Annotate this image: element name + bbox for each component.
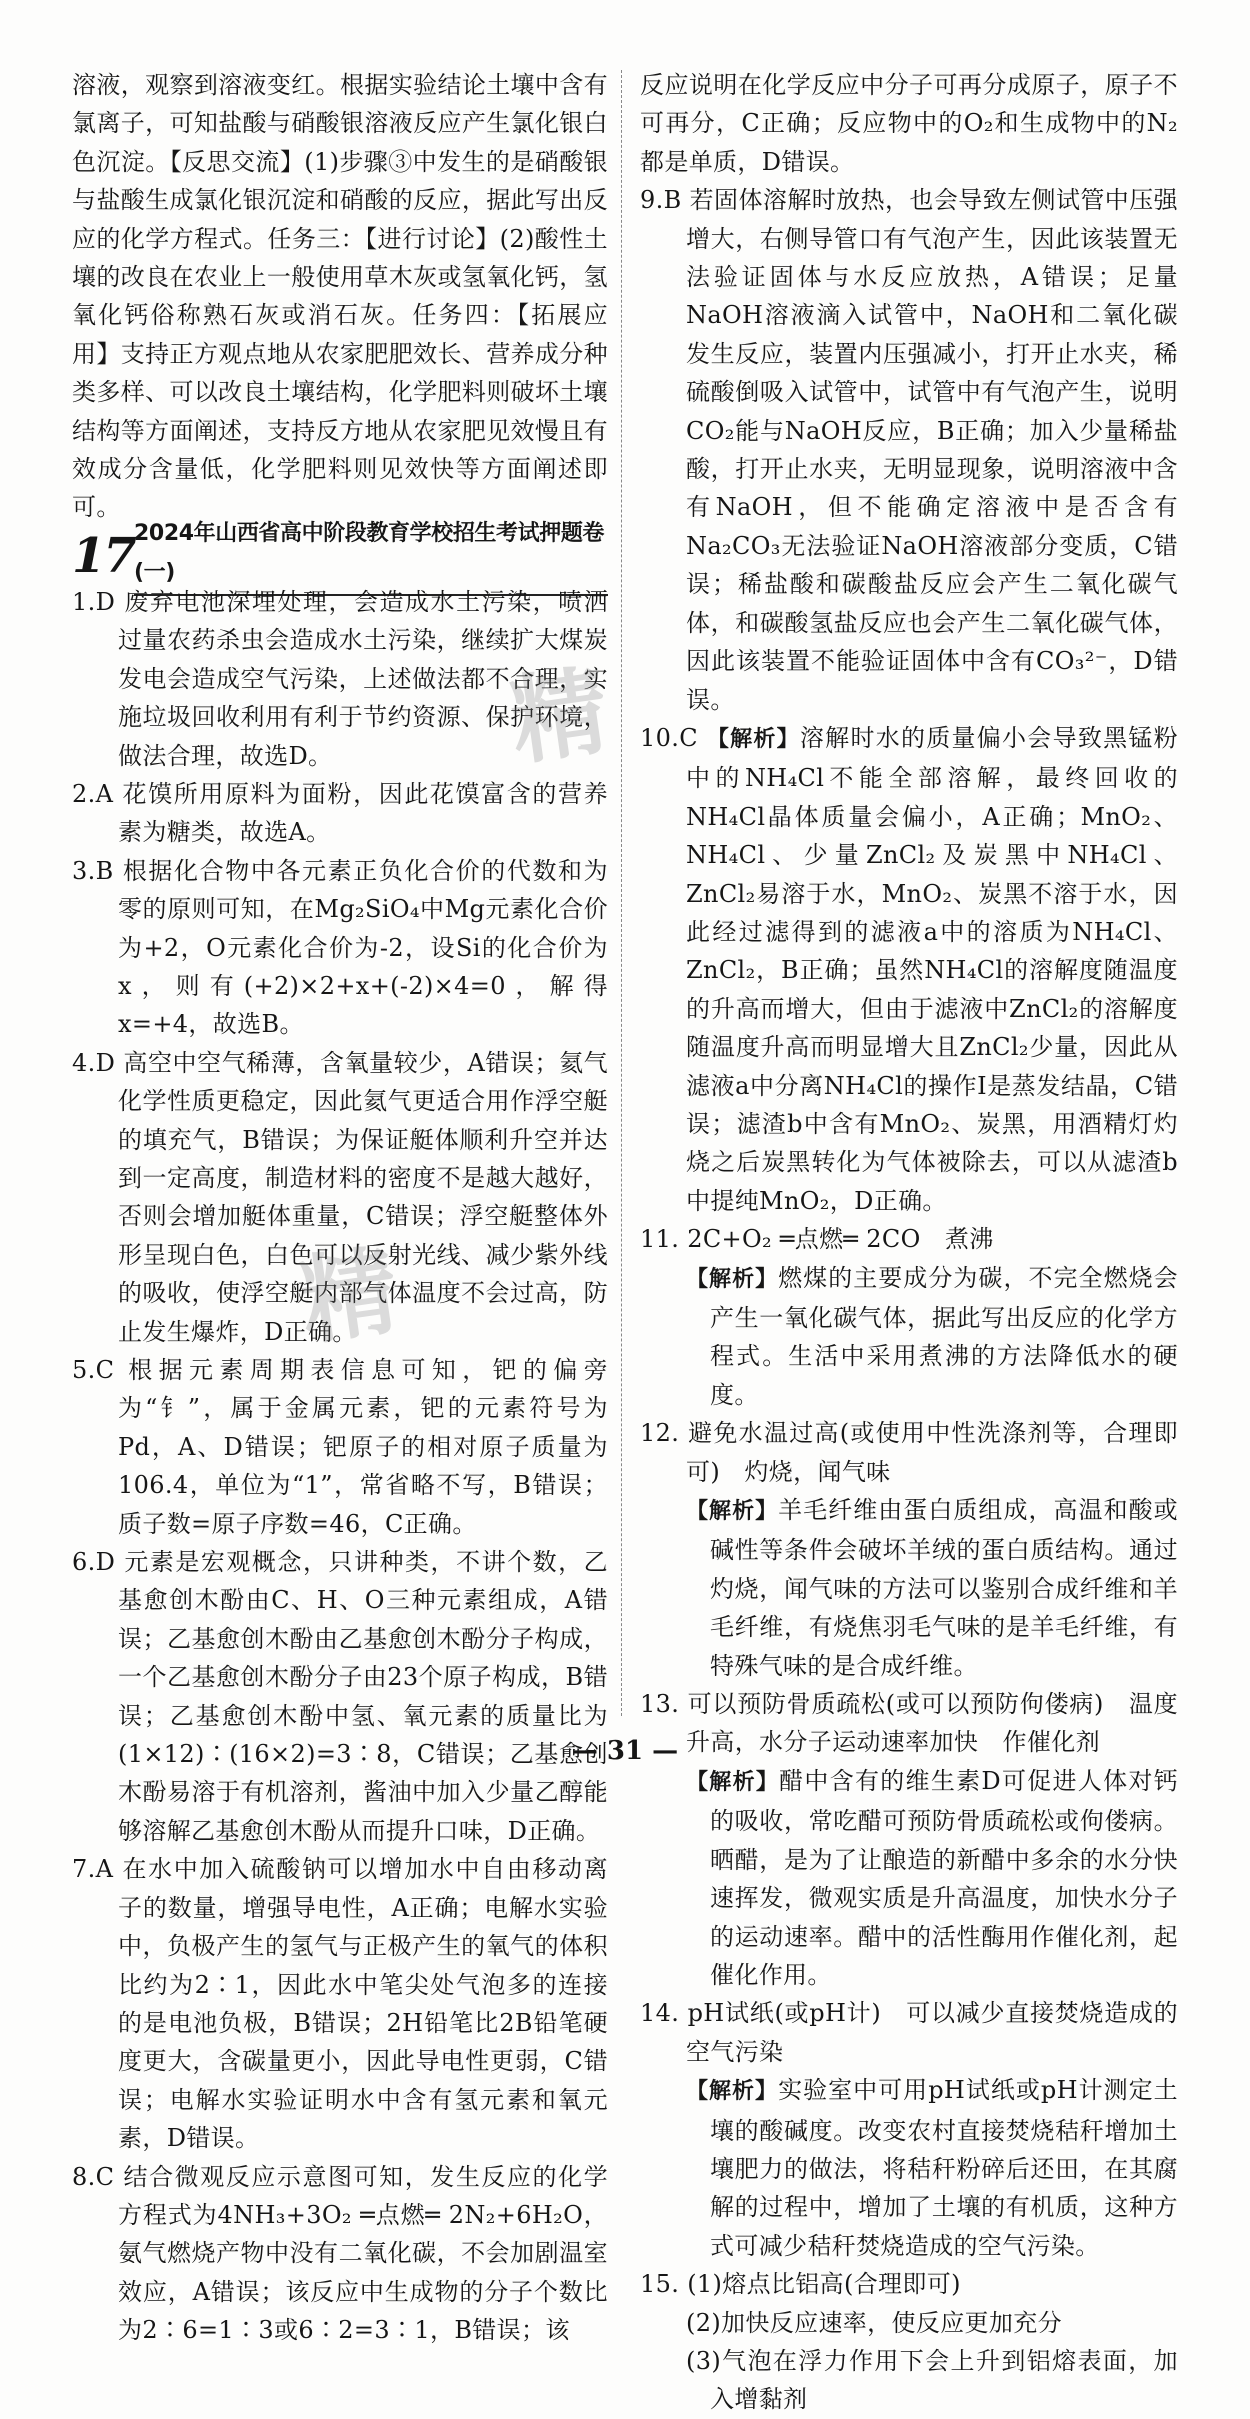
answer-item <box>640 719 1178 1220</box>
answer-text: 溶解时水的质量偏小会导致黑锰粉中的NH₄Cl不能全部溶解，最终回收的NH₄Cl晶体质量会偏小，A正确；MnO₂、NH₄Cl、少量ZnCl₂及炭黑中NH₄Cl、ZnCl₂易溶于水，MnO₂、炭黑不溶于水，因此经过滤得到的滤液a中的溶质为NH₄Cl、ZnCl₂，B正确；虽然NH₄Cl的溶解度随温度的升高而增大，但由于滤液中ZnCl₂的溶解度随温度升高而明显增大且ZnCl₂少量，因此从滤液a中分离NH₄Cl的操作Ⅰ是蒸发结晶，C错误；滤渣b中含有MnO₂、炭黑，用酒精灯灼烧之后炭黑转化为气体被除去，可以从滤渣b中提纯MnO₂，D正确。 <box>686 723 1178 1215</box>
answer-text: 结合微观反应示意图可知，发生反应的化学方程式为4NH₃+3O₂ ═点燃═ 2N₂+6H₂O，氨气燃烧产物中没有二氧化碳，不会加剧温室效应，A错误；该反应中生成物的分子个数比为2∶6=1∶3或6∶2=3∶1，B错误；该 <box>118 2162 608 2345</box>
answer-key: 8.C <box>72 2162 124 2191</box>
answer-key: 14. <box>640 1999 688 2028</box>
answer-key: 5.C <box>72 1356 129 1384</box>
answer-text: 根据元素周期表信息可知，钯的偏旁为“钅”，属于金属元素，钯的元素符号为Pd，A、D错误；钯原子的相对原子质量为106.4，单位为“1”，常省略不写，B错误；质子数=原子序数=46，C正确。 <box>118 1356 608 1538</box>
analysis-paragraph <box>686 1491 1178 1685</box>
answer-key: 15. <box>640 2270 688 2299</box>
right-column <box>640 66 1178 2419</box>
analysis-label: 【解析】 <box>686 1266 779 1292</box>
right-intro-text: 反应说明在化学反应中分子可再分成原子，原子不可再分，C正确；反应物中的O₂和生成物中的N₂都是单质，D错误。 <box>640 71 1178 176</box>
answer-key: 9.B <box>640 186 690 215</box>
answer-text: 废弃电池深埋处理，会造成水土污染，喷洒过量农药杀虫会造成水土污染，继续扩大煤炭发电会造成空气污染，上述做法都不合理，实施垃圾回收利用有利于节约资源、保护环境，做法合理，故选D。 <box>118 587 608 770</box>
answer-item <box>72 583 608 775</box>
answer-key: 6.D <box>72 1548 125 1577</box>
watermark-stamp: 精 <box>293 1233 413 1359</box>
sub-answer-line: (3)气泡在浮力作用下会上升到铝熔表面，加入增黏剂 <box>686 2346 1178 2414</box>
answer-key: 12. <box>640 1419 689 1448</box>
answer-key: 4.D <box>72 1048 124 1077</box>
sub-answer-line: (2)加快反应速率，使反应更加充分 <box>686 2308 1062 2337</box>
analysis-paragraph <box>686 1259 1178 1415</box>
answer-key: 13. <box>640 1690 688 1719</box>
answer-item <box>72 1850 608 2157</box>
answer-text: 2C+O₂ ═点燃═ 2CO 煮沸 <box>687 1225 994 1254</box>
answer-key: 7.A <box>72 1855 123 1884</box>
section-number: 17 <box>72 527 135 584</box>
answer-item <box>640 1414 1178 1491</box>
left-column <box>72 66 608 2350</box>
analysis-paragraph <box>686 1762 1178 1994</box>
answer-text: 高空中空气稀薄，含氧量较少，A错误；氦气化学性质更稳定，因此氦气更适合用作浮空艇的填充气，B错误；为保证艇体顺利升空并达到一定高度，制造材料的密度不是越大越好，否则会增加艇体重量，C错误；浮空艇整体外形呈现白色，白色可以反射光线、减少紫外线的吸收，使浮空艇内部气体温度不会过高，防止发生爆炸，D正确。 <box>118 1048 608 1346</box>
answer-item <box>72 852 608 1044</box>
answer-item <box>640 2265 1178 2303</box>
answer-text: 根据化合物中各元素正负化合价的代数和为零的原则可知，在Mg₂SiO₄中Mg元素化合价为+2，O元素化合价为-2，设Si的化合价为x，则有(+2)×2+x+(-2)×4=0，解得x=+4，故选B。 <box>118 856 608 1039</box>
analysis-label: 【解析】 <box>686 1499 779 1525</box>
answer-key: 10.C <box>640 723 707 752</box>
analysis-label: 【解析】 <box>706 726 800 752</box>
answer-text: (1)熔点比铝高(合理即可) <box>687 2270 961 2299</box>
answer-key: 3.B <box>72 856 123 885</box>
analysis-text: 羊毛纤维由蛋白质组成，高温和酸或碱性等条件会破坏羊绒的蛋白质结构。通过灼烧，闻气味的方法可以鉴别合成纤维和羊毛纤维，有烧焦羽毛气味的是羊毛纤维，有特殊气味的是合成纤维。 <box>710 1496 1178 1680</box>
answer-item <box>72 1543 608 1850</box>
analysis-paragraph <box>686 2071 1178 2265</box>
section-title: 2024年山西省高中阶段教育学校招生考试押题卷(一) <box>134 515 608 596</box>
analysis-text: 燃煤的主要成分为碳，不完全燃烧会产生一氧化碳气体，据此写出反应的化学方程式。生活中采用煮沸的方法降低水的硬度。 <box>710 1263 1178 1409</box>
left-intro-text: 溶液，观察到溶液变红。根据实验结论土壤中含有氯离子，可知盐酸与硝酸银溶液反应产生氯化银白色沉淀。【反思交流】(1)步骤③中发生的是硝酸银与盐酸生成氯化银沉淀和硝酸的反应，据此写出反应的化学方程式。任务三：【进行讨论】(2)酸性土壤的改良在农业上一般使用草木灰或氢氧化钙，氢氧化钙俗称熟石灰或消石灰。任务四：【拓展应用】支持正方观点地从农家肥肥效长、营养成分种类多样、可以改良土壤结构，化学肥料则破坏土壤结构等方面阐述，支持反方地从农家肥见效慢且有效成分含量低，化学肥料则见效快等方面阐述即可。 <box>72 71 608 522</box>
section-heading <box>72 521 608 585</box>
right-answer-list <box>640 181 1178 2419</box>
answer-text: 在水中加入硫酸钠可以增加水中自由移动离子的数量，增强导电性，A正确；电解水实验中，负极产生的氢气与正极产生的氧气的体积比约为2∶1，因此水中笔尖处气泡多的连接的是电池负极，B错误；2H铅笔比2B铅笔硬度更大，含碳量更小，因此导电性更弱，C错误；电解水实验证明水中含有氢元素和氧元素，D错误。 <box>118 1855 608 2153</box>
answer-key: 11. <box>640 1225 688 1254</box>
answer-item <box>640 1994 1178 2071</box>
left-answer-list <box>72 583 608 2350</box>
answer-text: 花馍所用原料为面粉，因此花馍富含的营养素为糖类，故选A。 <box>118 779 608 847</box>
answer-key: 2.A <box>72 779 123 808</box>
answer-item <box>72 1351 608 1543</box>
answer-text: 元素是宏观概念，只讲种类，不讲个数，乙基愈创木酚由C、H、O三种元素组成，A错误；乙基愈创木酚由乙基愈创木酚分子构成，一个乙基愈创木酚分子由23个原子构成，B错误；乙基愈创木酚中氢、氧元素的质量比为(1×12)∶(16×2)=3∶8，C错误；乙基愈创木酚易溶于有机溶剂，酱油中加入少量乙醇能够溶解乙基愈创木酚从而提升口味，D正确。 <box>118 1548 608 1845</box>
answer-text: 若固体溶解时放热，也会导致左侧试管中压强增大，右侧导管口有气泡产生，因此该装置无法验证固体与水反应放热，A错误；足量NaOH溶液滴入试管中，NaOH和二氧化碳发生反应，装置内压强减小，打开止水夹，稀硫酸倒吸入试管中，试管中有气泡产生，说明CO₂能与NaOH反应，B正确；加入少量稀盐酸，打开止水夹，无明显现象，说明溶液中含有NaOH，但不能确定溶液中是否含有Na₂CO₃无法验证NaOH溶液部分变质，C错误；稀盐酸和碳酸盐反应会产生二氧化碳气体，和碳酸氢盐反应也会产生二氧化碳气体，因此该装置不能验证固体中含有CO₃²⁻，D错误。 <box>686 186 1178 714</box>
analysis-label: 【解析】 <box>686 2079 779 2105</box>
analysis-text: 实验室中可用pH试纸或pH计测定土壤的酸碱度。改变农村直接焚烧秸秆增加土壤肥力的做法，将秸秆粉碎后还田，在其腐解的过程中，增加了土壤的有机质，这种方式可减少秸秆焚烧造成的空气污染。 <box>710 2076 1178 2260</box>
answer-item <box>640 181 1178 719</box>
answer-item <box>640 1220 1178 1258</box>
answer-item <box>72 2158 608 2350</box>
page-number: — 31 — <box>571 1736 679 1766</box>
answer-text: pH试纸(或pH计) 可以减少直接焚烧造成的空气污染 <box>686 1999 1178 2066</box>
watermark-stamp: 精 <box>503 653 623 779</box>
analysis-label: 【解析】 <box>686 1769 780 1795</box>
answer-text: 避免水温过高(或使用中性洗涤剂等，合理即可) 灼烧，闻气味 <box>686 1419 1178 1486</box>
column-divider <box>621 70 622 1716</box>
answer-item <box>72 1044 608 1351</box>
analysis-text: 醋中含有的维生素D可促进人体对钙的吸收，常吃醋可预防骨质疏松或佝偻病。晒醋，是为了让酿造的新醋中多余的水分快速挥发，微观实质是升高温度，加快水分子的运动速率。醋中的活性酶用作催化剂，起催化作用。 <box>710 1766 1178 1989</box>
answer-item <box>72 775 608 852</box>
answer-key: 1.D <box>72 587 125 616</box>
answer-text: 可以预防骨质疏松(或可以预防佝偻病) 温度升高，水分子运动速率加快 作催化剂 <box>686 1690 1179 1757</box>
